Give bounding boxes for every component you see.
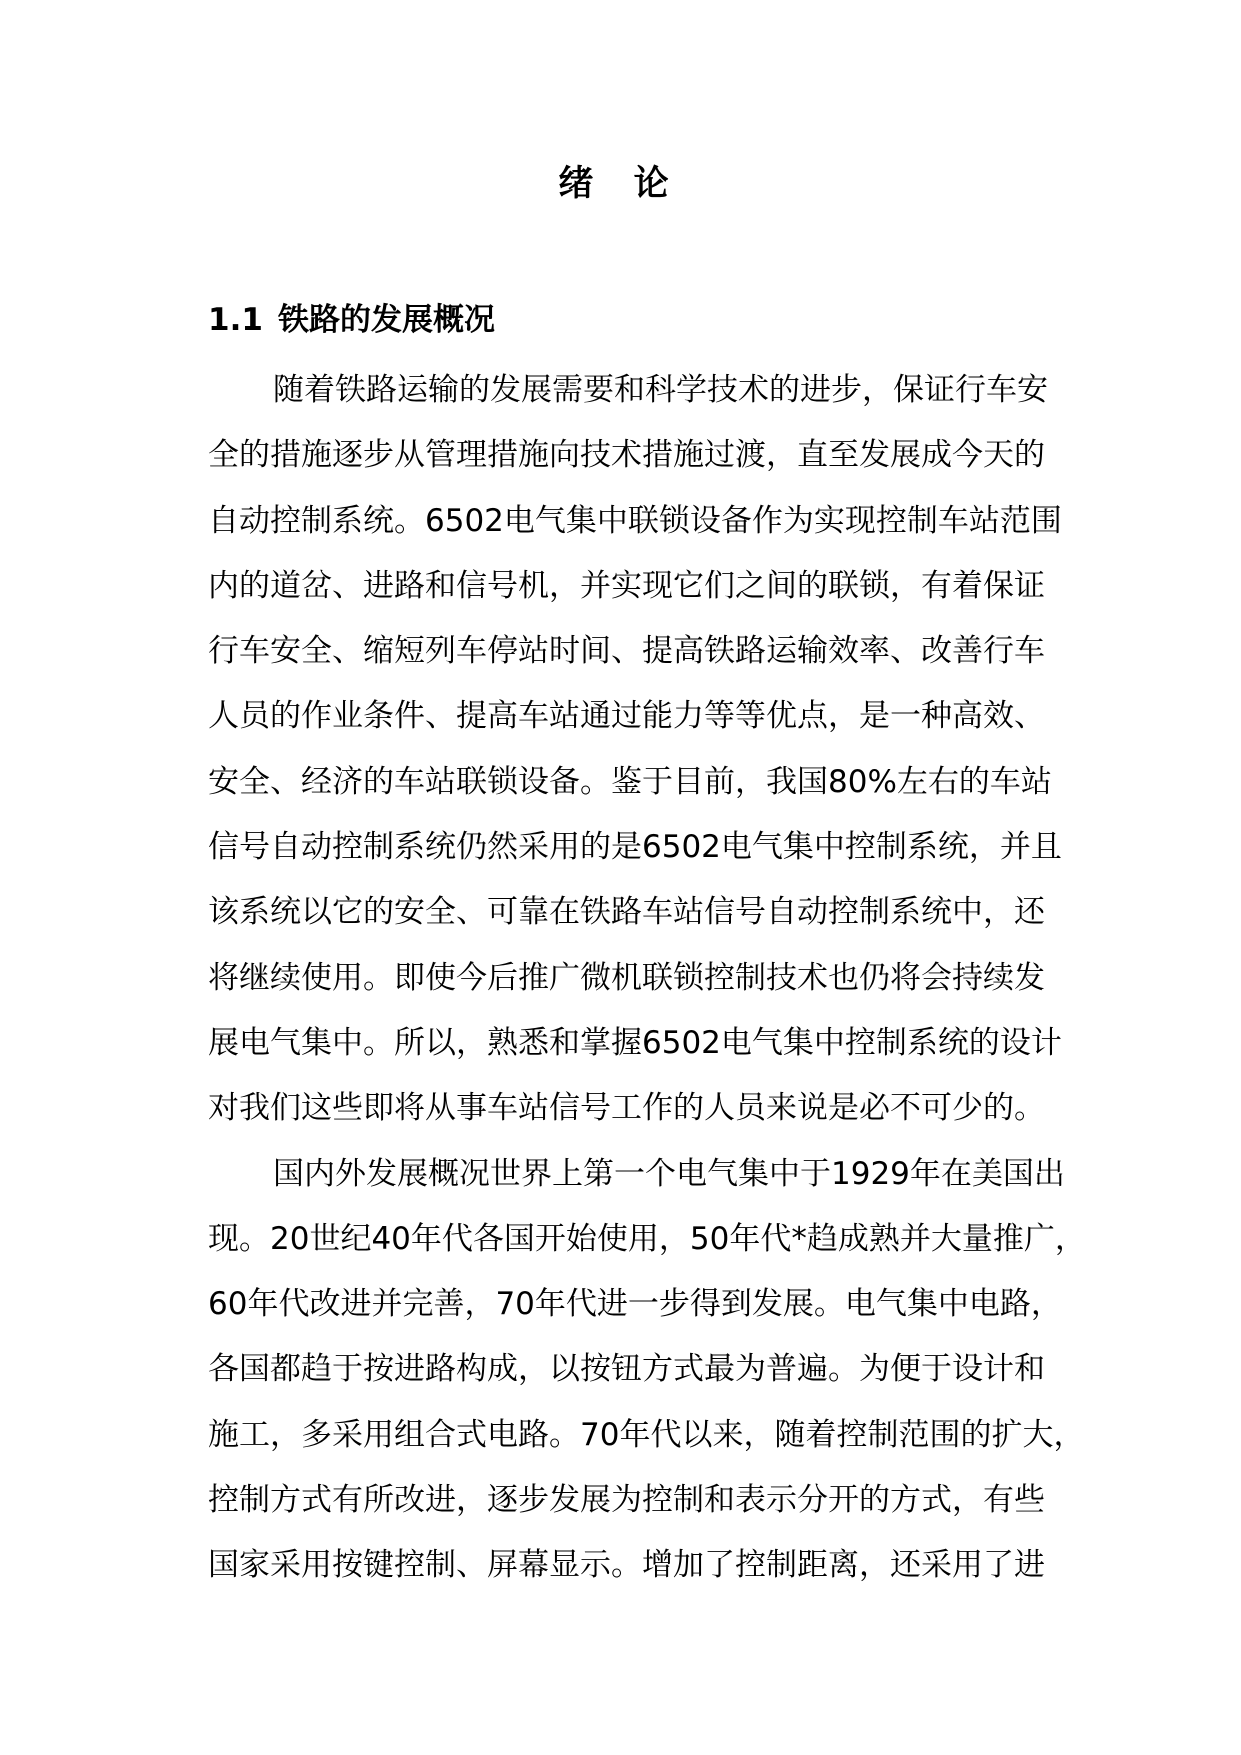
paragraph-line: 人员的作业条件、提高车站通过能力等等优点，是一种高效、 <box>208 698 1045 735</box>
section-number: 1.1 <box>208 302 263 338</box>
paragraph-line: 展电气集中。所以，熟悉和掌握6502电气集中控制系统的设计 <box>208 1024 1062 1061</box>
paragraph-line: 将继续使用。即使今后推广微机联锁控制技术也仍将会持续发 <box>208 959 1045 996</box>
paragraph-line: 自动控制系统。6502电气集中联锁设备作为实现控制车站范围 <box>208 502 1062 539</box>
body-text <box>208 358 1128 1599</box>
paragraph-line: 随着铁路运输的发展需要和科学技术的进步，保证行车安 <box>273 372 1048 408</box>
paragraph-line: 控制方式有所改进，逐步发展为控制和表示分开的方式，有些 <box>208 1482 1045 1519</box>
paragraph-line: 内的道岔、进路和信号机，并实现它们之间的联锁，有着保证 <box>208 567 1045 604</box>
paragraph-line: 60年代改进并完善，70年代进一步得到发展。电气集中电路， <box>208 1286 1062 1323</box>
paragraph-line: 各国都趋于按进路构成，以按钮方式最为普遍。为便于设计和 <box>208 1351 1045 1388</box>
paragraph-line: 对我们这些即将从事车站信号工作的人员来说是必不可少的。 <box>208 1090 1045 1127</box>
paragraph-line: 全的措施逐步从管理措施向技术措施过渡，直至发展成今天的 <box>208 437 1045 474</box>
paragraph-line: 国家采用按键控制、屏幕显示。增加了控制距离，还采用了进 <box>208 1547 1045 1584</box>
page-title: 绪 论 <box>558 164 683 204</box>
section-heading <box>208 298 495 342</box>
paragraph-line: 安全、经济的车站联锁设备。鉴于目前，我国80%左右的车站 <box>208 763 1052 800</box>
paragraph-line: 信号自动控制系统仍然采用的是6502电气集中控制系统，并且 <box>208 829 1062 866</box>
section-heading-text: 铁路的发展概况 <box>278 302 495 338</box>
paragraph-line: 国内外发展概况世界上第一个电气集中于1929年在美国出 <box>273 1155 1065 1192</box>
paragraph-line: 施工，多采用组合式电路。70年代以来，随着控制范围的扩大， <box>208 1416 1085 1453</box>
paragraph-line: 现。20世纪40年代各国开始使用，50年代*趋成熟并大量推广， <box>208 1220 1086 1257</box>
paragraph-line: 该系统以它的安全、可靠在铁路车站信号自动控制系统中，还 <box>208 894 1045 931</box>
paragraph-line: 行车安全、缩短列车停站时间、提高铁路运输效率、改善行车 <box>208 633 1045 670</box>
